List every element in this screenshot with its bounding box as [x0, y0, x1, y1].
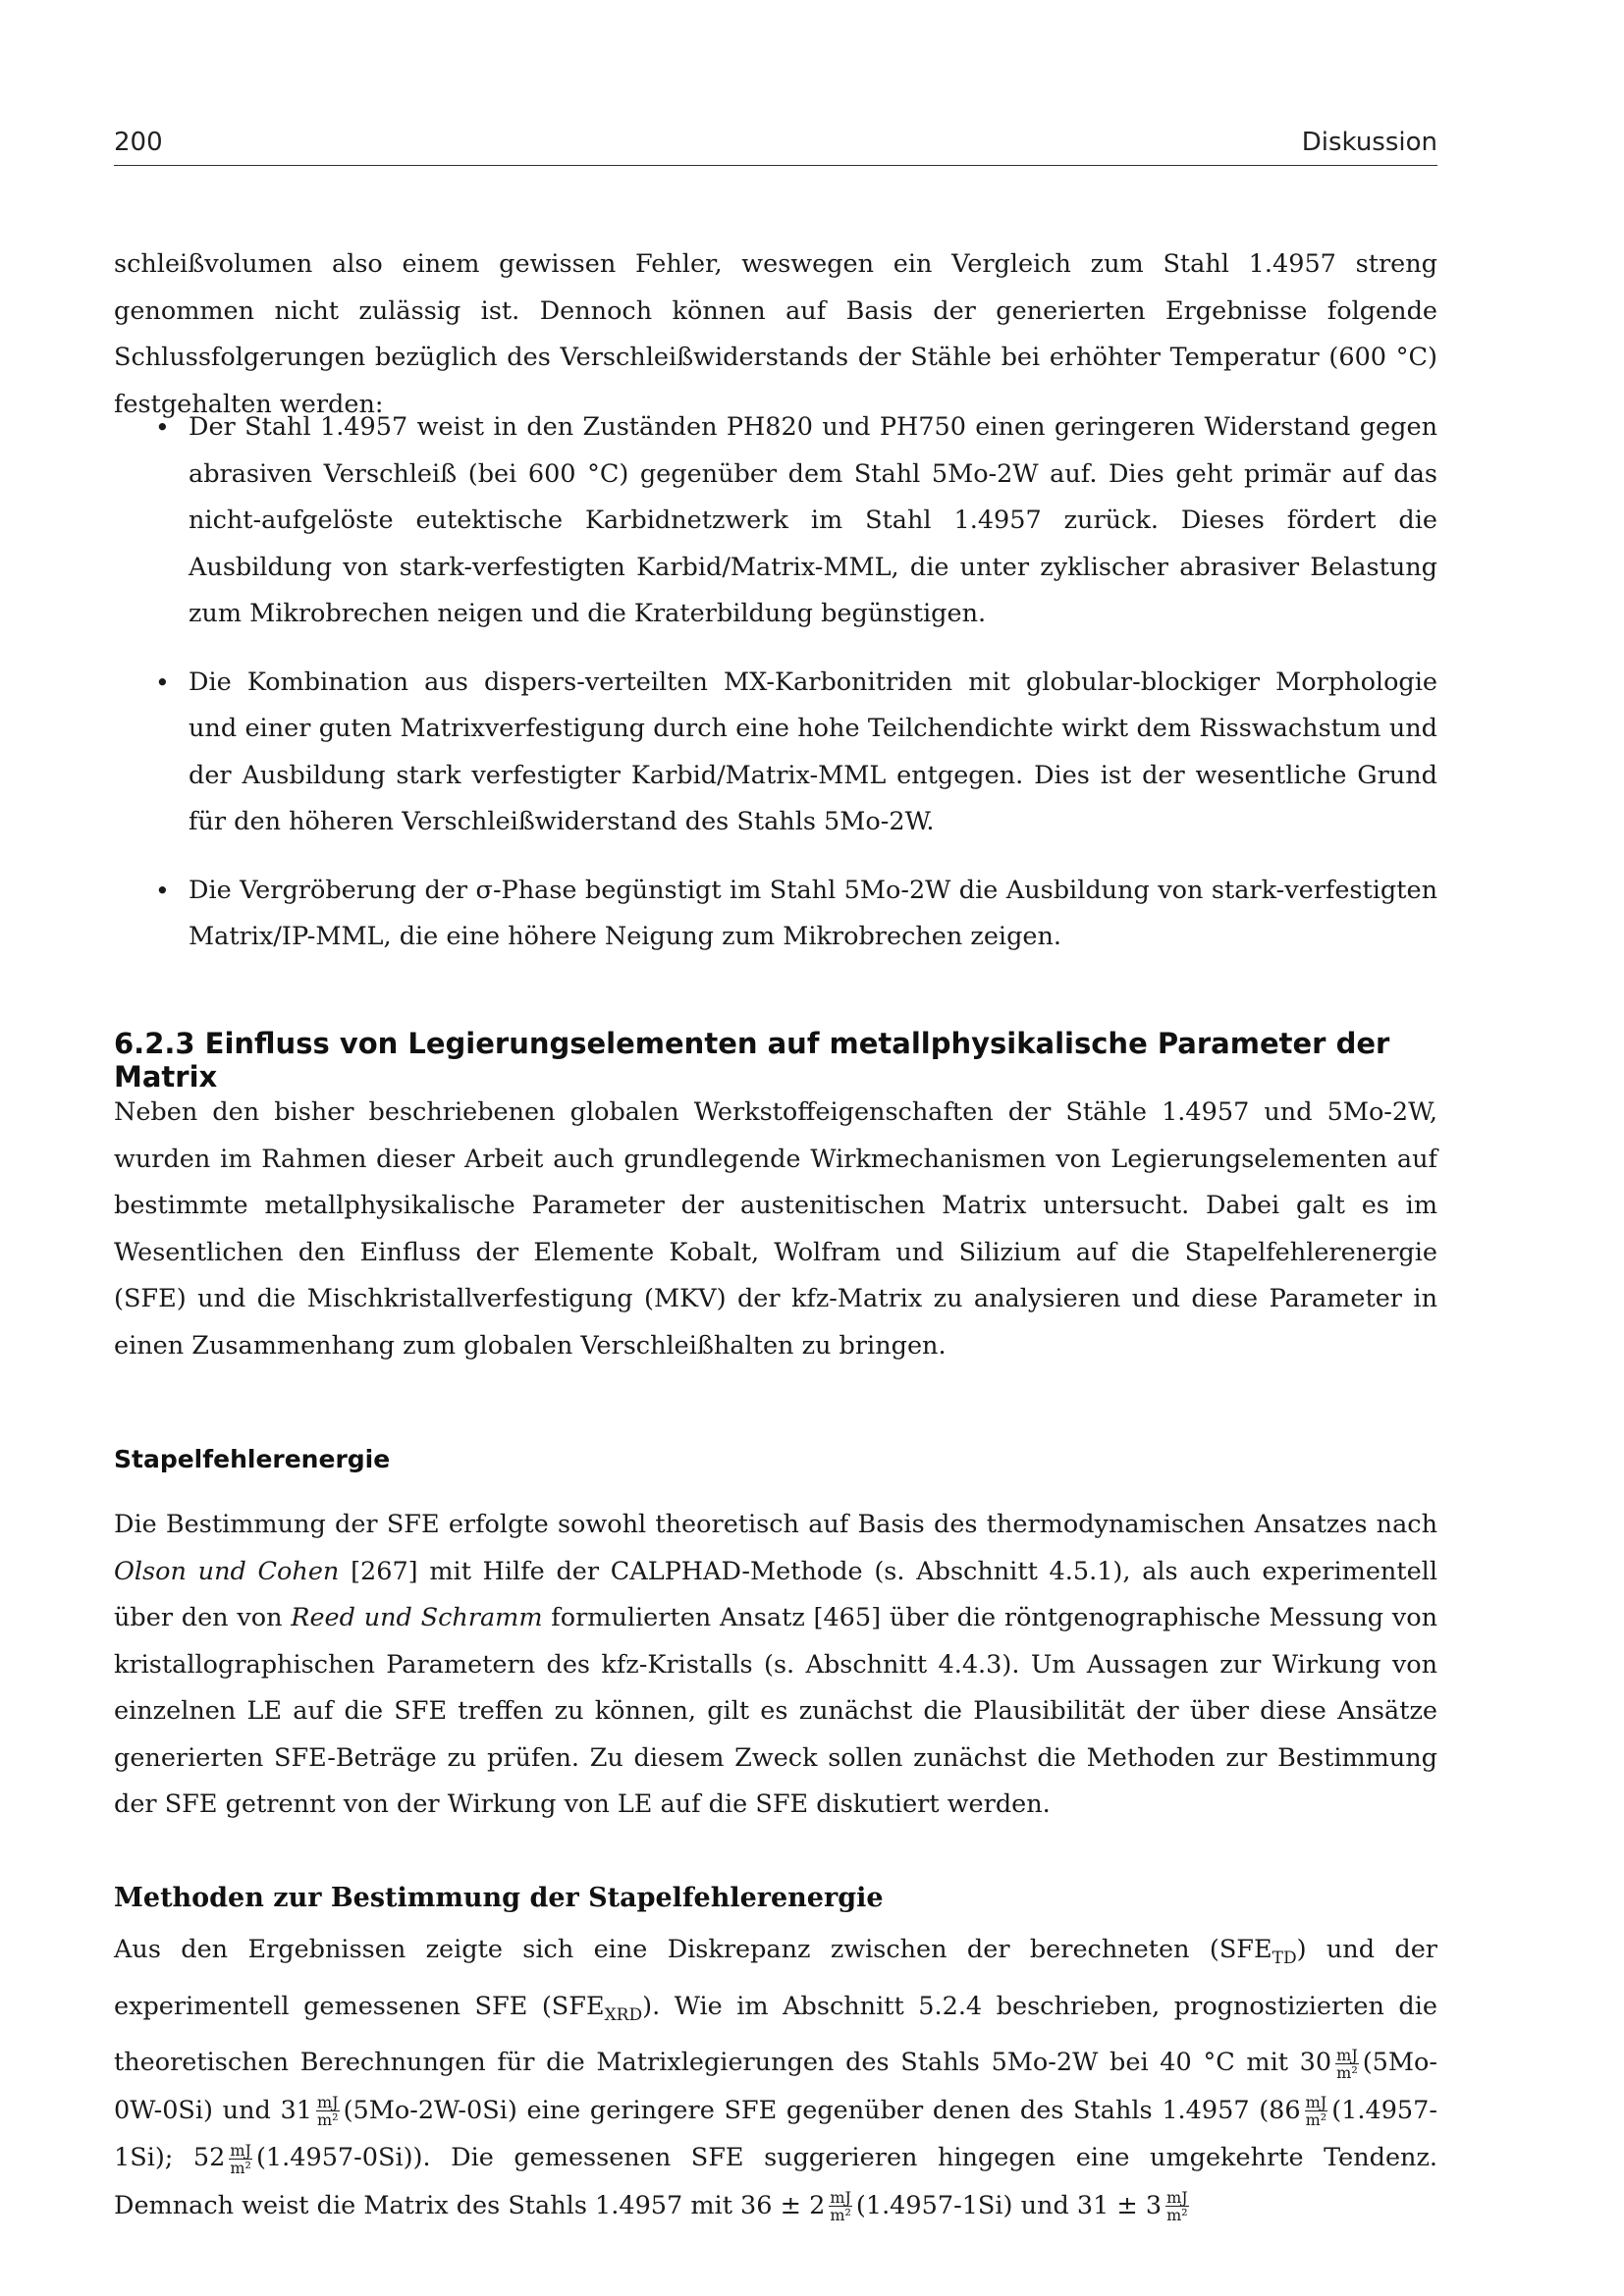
subscript: TD [1272, 1949, 1297, 1969]
section-paragraph: Neben den bisher beschriebenen globalen Werkstoffeigenschaften der Stähle 1.4957 und 5Mo-2W, wurden im Rahmen dieser Arbeit auch grundlegende Wirkmechanismen von Legierungselementen auf bestimmte metallphysikalische Parameter der austenitischen Matrix untersucht. Dabei galt es im Wesentlichen den Einfluss der Elemente Kobalt, Wolfram und Silizium auf die Stapelfehlerenergie (SFE) und die Mischkristallverfestigung (MKV) der kfz-Matrix zu analysieren und diese Parameter in einen Zusammenhang zum globalen Verschleißhalten zu bringen. [114, 1097, 1437, 1361]
running-section-title: Diskussion [1301, 128, 1437, 157]
bullet-icon: • [155, 876, 170, 905]
unit-numerator: mJ [1166, 2188, 1188, 2208]
subscript: XRD [604, 2004, 643, 2025]
document-page [114, 0, 1437, 2296]
page-number: 200 [114, 128, 163, 157]
methods-heading: Methoden zur Bestimmung der Stapelfehlerenergie [114, 1883, 884, 1913]
bullet-icon: • [155, 413, 170, 442]
bullet-list [114, 404, 1437, 983]
intro-paragraph: schleißvolumen also einem gewissen Fehler, weswegen ein Vergleich zum Stahl 1.4957 streng genommen nicht zulässig ist. Dennoch können auf Basis der generierten Ergebnisse folgende Schlussfolgerungen bezüglich des Verschleißwiderstands der Stähle bei erhöhter Temperatur (600 °C) festgehalten werden: [114, 249, 1437, 419]
unit-numerator: mJ [316, 2093, 339, 2112]
page-header [114, 126, 1437, 166]
unit-numerator: mJ [1336, 2045, 1358, 2064]
list-item-text: Die Kombination aus dispers-verteilten MX-Karbonitriden mit globular-blockiger Morphologie und einer guten Matrixverfestigung durch eine hohe Teilchendichte wirkt dem Risswachstum und der Ausbildung stark verfestigter Karbid/Matrix-MML entgegen. Dies ist der wesentliche Grund für den höheren Verschleißwiderstand des Stahls 5Mo-2W. [189, 667, 1437, 836]
unit-denominator: m² [1336, 2062, 1358, 2082]
text-run: formulierten Ansatz [465] über die röntgenographische Messung von kristallographischen Parametern des kfz-Kristalls (s. Abschnitt 4.4.3). Um Aussagen zur Wirkung von einzelnen LE auf die SFE treffen zu können, gilt es zunächst die Plausibilität der über diese Ansätze generierten SFE-Beträge zu prüfen. Zu diesem Zweck sollen zunächst die Methoden zur Bestimmung der SFE getrennt von der Wirkung von LE auf die SFE diskutiert werden. [114, 1603, 1437, 1819]
unit-denominator: m² [230, 2158, 251, 2177]
list-item [114, 660, 1437, 846]
unit-denominator: m² [1305, 2110, 1327, 2130]
text-run: [267] mit Hilfe der CALPHAD-Methode (s. Abschnitt 4.5.1), als auch experimentell über den von [114, 1556, 1437, 1632]
list-item-text: Die Vergröberung der σ-Phase begünstigt im Stahl 5Mo-2W die Ausbildung von stark-verfestigten Matrix/IP-MML, die eine höhere Neigung zum Mikrobrechen zeigen. [189, 875, 1437, 951]
text-run: Aus den Ergebnissen zeigte sich eine Diskrepanz zwischen der berechneten (SFE [114, 1935, 1272, 1964]
unit-numerator: mJ [1305, 2093, 1327, 2112]
unit-denominator: m² [830, 2206, 851, 2225]
text-run: (1.4957-1Si); 52 [114, 2095, 1437, 2173]
author-citation: Reed und Schramm [291, 1603, 543, 1632]
text-run: (5Mo-0W-0Si) und 31 [114, 2048, 1437, 2125]
text-run: ) und der experimentell gemessenen SFE (SFE [114, 1935, 1437, 2021]
list-item [114, 868, 1437, 961]
list-item [114, 404, 1437, 638]
text-run: (1.4957-0Si)). Die gemessenen SFE suggerieren hingegen eine umgekehrte Tendenz. Demnach weist die Matrix des Stahls 1.4957 mit 36 ± 2 [114, 2143, 1438, 2220]
text-run: (5Mo-2W-0Si) eine geringere SFE gegenüber denen des Stahls 1.4957 (86 [343, 2095, 1301, 2125]
unit-numerator: mJ [230, 2140, 251, 2160]
text-run: Die Bestimmung der SFE erfolgte sowohl theoretisch auf Basis des thermodynamischen Ansatzes nach [114, 1510, 1437, 1539]
subheading-stapelfehlerenergie: Stapelfehlerenergie [114, 1445, 391, 1473]
unit-fraction [1335, 2047, 1359, 2081]
unit-fraction [829, 2189, 852, 2223]
unit-fraction [1305, 2094, 1328, 2128]
bullet-icon: • [155, 667, 170, 697]
unit-denominator: m² [316, 2110, 339, 2130]
text-run: (1.4957-1Si) und 31 ± 3 [855, 2190, 1163, 2220]
unit-fraction [1165, 2189, 1189, 2223]
section-heading: 6.2.3 Einfluss von Legierungselementen auf metallphysikalische Parameter der Matrix [114, 1027, 1390, 1094]
list-item-text: Der Stahl 1.4957 weist in den Zuständen PH820 und PH750 einen geringeren Widerstand gegen abrasiven Verschleiß (bei 600 °C) gegenüber dem Stahl 5Mo-2W auf. Dies geht primär auf das nicht-aufgelöste eutektische Karbidnetzwerk im Stahl 1.4957 zurück. Dieses fördert die Ausbildung von stark-verfestigten Karbid/Matrix-MML, die unter zyklischer abrasiver Belastung zum Mikrobrechen neigen und die Kraterbildung begünstigen. [189, 412, 1437, 628]
unit-fraction [229, 2142, 252, 2176]
unit-denominator: m² [1166, 2206, 1188, 2225]
author-citation: Olson und Cohen [114, 1556, 340, 1586]
methods-paragraph [114, 1926, 1437, 2229]
unit-fraction [316, 2094, 340, 2128]
sfe-paragraph [114, 1502, 1437, 1829]
unit-numerator: mJ [830, 2188, 851, 2208]
text-run: ). Wie im Abschnitt 5.2.4 beschrieben, prognostizierten die theoretischen Berechnungen für die Matrixlegierungen des Stahls 5Mo-2W bei 40 °C mit 30 [114, 1991, 1437, 2078]
